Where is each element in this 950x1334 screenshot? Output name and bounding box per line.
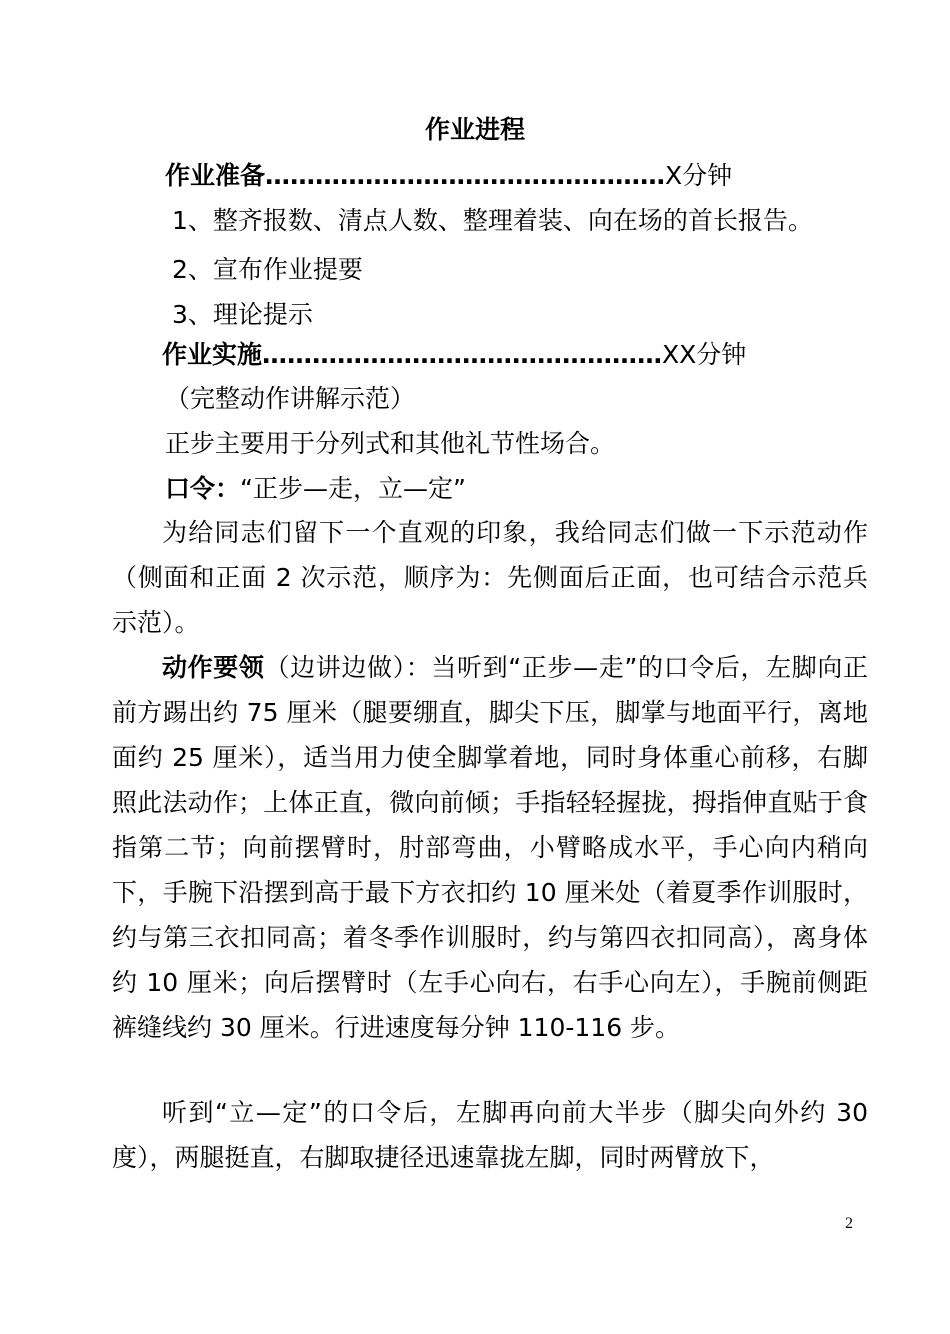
impl-intro: 正步主要用于分列式和其他礼节性场合。 [165,429,616,458]
command-text: “正步—走，立—定” [240,474,466,503]
prep-item-3: 3、理论提示 [172,300,313,329]
prep-item-2: 2、宣布作业提要 [172,255,363,284]
key-points-label: 动作要领 [162,653,265,682]
key-points-paragraph [112,645,868,1050]
impl-heading-line [162,337,746,373]
command-line [165,471,466,507]
prep-dots: ………………………………………… [265,161,666,190]
halt-paragraph: 听到“立—定”的口令后，左脚再向前大半步（脚尖向外约 30 度），两腿挺直，右脚取捷径迅速靠拢左脚，同时两臂放下， [112,1098,868,1172]
prep-heading-line [165,158,732,194]
page-number: 2 [845,1215,853,1232]
prep-time: X分钟 [665,161,733,190]
key-points-text: （边讲边做）：当听到“正步—走”的口令后，左脚向正前方踢出约 75 厘米（腿要绷直，脚尖下压，脚掌与地面平行，离地面约 25 厘米），适当用力使全脚掌着地，同时身体重心前移，右脚照此法动作；上体正直，微向前倾；手指轻轻握拢，拇指伸直贴于食指第二节；向前摆臂时，肘部弯曲，小臂略成水平，手心向内稍向下，手腕下沿摆到高于最下方衣扣约 10 厘米处（着夏季作训服时，约与第三衣扣同高；着冬季作训服时，约与第四衣扣同高），离身体约 10 厘米；向后摆臂时（左手心向右，右手心向左），手腕前侧距裤缝线约 30 厘米。行进速度每分钟 110-116 步。 [112,653,868,1042]
impl-heading: 作业实施 [162,340,263,369]
impl-dots: ………………………………………… [262,340,663,369]
demo-paragraph: 为给同志们留下一个直观的印象，我给同志们做一下示范动作（侧面和正面 2 次示范，顺序为：先侧面后正面，也可结合示范兵示范）。 [112,518,868,637]
impl-note: （完整动作讲解示范） [165,384,416,413]
prep-item-1: 1、整齐报数、清点人数、整理着装、向在场的首长报告。 [172,206,813,235]
prep-heading: 作业准备 [165,161,266,190]
page-title: 作业进程 [424,115,525,144]
command-label: 口令： [165,474,241,503]
impl-time: XX分钟 [662,340,747,369]
